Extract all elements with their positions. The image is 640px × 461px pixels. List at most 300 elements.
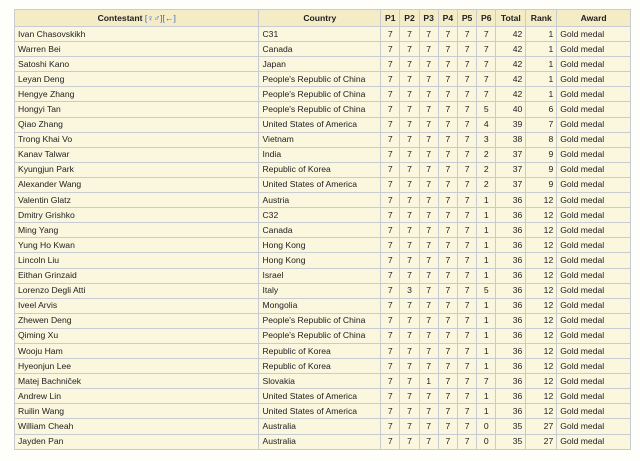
country-cell: Hong Kong — [259, 253, 381, 268]
p6-score-cell: 2 — [477, 177, 496, 192]
award-cell: Gold medal — [557, 147, 631, 162]
rank-cell: 9 — [526, 147, 557, 162]
total-cell: 42 — [496, 72, 526, 87]
country-cell: C31 — [259, 27, 381, 42]
contestant-cell: Andrew Lin — [15, 389, 259, 404]
p3-score-cell: 7 — [419, 208, 438, 223]
p2-score-cell: 7 — [400, 238, 419, 253]
p2-score-cell: 7 — [400, 268, 419, 283]
contestant-cell: Wooju Ham — [15, 343, 259, 358]
country-cell: Japan — [259, 57, 381, 72]
total-cell: 36 — [496, 268, 526, 283]
p2-score-cell: 3 — [400, 283, 419, 298]
award-cell: Gold medal — [557, 72, 631, 87]
table-row — [15, 389, 631, 404]
rank-cell: 12 — [526, 268, 557, 283]
table-row — [15, 404, 631, 419]
country-cell: United States of America — [259, 389, 381, 404]
p2-score-cell: 7 — [400, 87, 419, 102]
p1-score-cell: 7 — [381, 223, 400, 238]
p4-score-cell: 7 — [438, 343, 457, 358]
header-contestant[interactable]: Contestant [♀♂][←] — [15, 10, 259, 27]
p4-score-cell: 7 — [438, 238, 457, 253]
p1-score-cell: 7 — [381, 87, 400, 102]
country-cell: Australia — [259, 419, 381, 434]
p3-score-cell: 7 — [419, 147, 438, 162]
p2-score-cell: 7 — [400, 298, 419, 313]
p6-score-cell: 1 — [477, 343, 496, 358]
p2-score-cell: 7 — [400, 27, 419, 42]
p3-score-cell: 7 — [419, 313, 438, 328]
p3-score-cell: 7 — [419, 434, 438, 449]
table-row — [15, 298, 631, 313]
p3-score-cell: 7 — [419, 102, 438, 117]
p1-score-cell: 7 — [381, 238, 400, 253]
p2-score-cell: 7 — [400, 328, 419, 343]
p6-score-cell: 5 — [477, 283, 496, 298]
p4-score-cell: 7 — [438, 359, 457, 374]
award-cell: Gold medal — [557, 253, 631, 268]
award-cell: Gold medal — [557, 27, 631, 42]
p6-score-cell: 7 — [477, 57, 496, 72]
total-cell: 36 — [496, 389, 526, 404]
header-total[interactable]: Total — [496, 10, 526, 27]
award-cell: Gold medal — [557, 177, 631, 192]
p1-score-cell: 7 — [381, 404, 400, 419]
p2-score-cell: 7 — [400, 72, 419, 87]
p6-score-cell: 7 — [477, 42, 496, 57]
p5-score-cell: 7 — [457, 72, 476, 87]
p2-score-cell: 7 — [400, 102, 419, 117]
table-row — [15, 374, 631, 389]
table-row — [15, 328, 631, 343]
p1-score-cell: 7 — [381, 102, 400, 117]
country-cell: Austria — [259, 193, 381, 208]
award-cell: Gold medal — [557, 298, 631, 313]
p4-score-cell: 7 — [438, 298, 457, 313]
award-cell: Gold medal — [557, 374, 631, 389]
country-cell: People's Republic of China — [259, 313, 381, 328]
p5-score-cell: 7 — [457, 87, 476, 102]
p2-score-cell: 7 — [400, 389, 419, 404]
p5-score-cell: 7 — [457, 42, 476, 57]
p3-score-cell: 7 — [419, 87, 438, 102]
award-cell: Gold medal — [557, 193, 631, 208]
total-cell: 37 — [496, 177, 526, 192]
p3-score-cell: 7 — [419, 419, 438, 434]
p5-score-cell: 7 — [457, 223, 476, 238]
p1-score-cell: 7 — [381, 298, 400, 313]
p2-score-cell: 7 — [400, 223, 419, 238]
p3-score-cell: 1 — [419, 374, 438, 389]
country-cell: Republic of Korea — [259, 162, 381, 177]
country-cell: Hong Kong — [259, 238, 381, 253]
rank-cell: 12 — [526, 298, 557, 313]
p5-score-cell: 7 — [457, 298, 476, 313]
total-cell: 37 — [496, 147, 526, 162]
p5-score-cell: 7 — [457, 132, 476, 147]
country-cell: United States of America — [259, 117, 381, 132]
table-row — [15, 419, 631, 434]
p6-score-cell: 7 — [477, 87, 496, 102]
results-table — [14, 9, 631, 450]
p2-score-cell: 7 — [400, 132, 419, 147]
p4-score-cell: 7 — [438, 117, 457, 132]
header-p3[interactable]: P3 — [419, 10, 438, 27]
p3-score-cell: 7 — [419, 283, 438, 298]
header-rank[interactable]: Rank — [526, 10, 557, 27]
p5-score-cell: 7 — [457, 404, 476, 419]
p4-score-cell: 7 — [438, 87, 457, 102]
p6-score-cell: 1 — [477, 193, 496, 208]
contestant-cell: Satoshi Kano — [15, 57, 259, 72]
rank-cell: 12 — [526, 404, 557, 419]
p5-score-cell: 7 — [457, 117, 476, 132]
p6-score-cell: 1 — [477, 253, 496, 268]
award-cell: Gold medal — [557, 283, 631, 298]
total-cell: 36 — [496, 298, 526, 313]
country-cell: Canada — [259, 42, 381, 57]
p1-score-cell: 7 — [381, 268, 400, 283]
contestant-cell: Leyan Deng — [15, 72, 259, 87]
p3-score-cell: 7 — [419, 343, 438, 358]
p5-score-cell: 7 — [457, 328, 476, 343]
total-cell: 36 — [496, 343, 526, 358]
country-cell: Italy — [259, 283, 381, 298]
p1-score-cell: 7 — [381, 132, 400, 147]
p4-score-cell: 7 — [438, 253, 457, 268]
contestant-cell: Warren Bei — [15, 42, 259, 57]
header-p2[interactable]: P2 — [400, 10, 419, 27]
p6-score-cell: 5 — [477, 102, 496, 117]
table-row — [15, 132, 631, 147]
p3-score-cell: 7 — [419, 223, 438, 238]
p6-score-cell: 4 — [477, 117, 496, 132]
p5-score-cell: 7 — [457, 359, 476, 374]
rank-cell: 12 — [526, 359, 557, 374]
p3-score-cell: 7 — [419, 268, 438, 283]
p1-score-cell: 7 — [381, 117, 400, 132]
contestant-cell: Hengye Zhang — [15, 87, 259, 102]
p5-score-cell: 7 — [457, 208, 476, 223]
p1-score-cell: 7 — [381, 328, 400, 343]
country-cell: Republic of Korea — [259, 359, 381, 374]
p5-score-cell: 7 — [457, 57, 476, 72]
p6-score-cell: 3 — [477, 132, 496, 147]
country-cell: Israel — [259, 268, 381, 283]
p6-score-cell: 2 — [477, 147, 496, 162]
contestant-cell: Eithan Grinzaid — [15, 268, 259, 283]
contestant-cell: Kanav Talwar — [15, 147, 259, 162]
p5-score-cell: 7 — [457, 434, 476, 449]
p1-score-cell: 7 — [381, 42, 400, 57]
table-row — [15, 268, 631, 283]
award-cell: Gold medal — [557, 208, 631, 223]
p1-score-cell: 7 — [381, 57, 400, 72]
rank-cell: 1 — [526, 27, 557, 42]
p4-score-cell: 7 — [438, 42, 457, 57]
award-cell: Gold medal — [557, 42, 631, 57]
header-country[interactable]: Country — [259, 10, 381, 27]
p6-score-cell: 0 — [477, 419, 496, 434]
p4-score-cell: 7 — [438, 389, 457, 404]
country-cell: People's Republic of China — [259, 72, 381, 87]
rank-cell: 8 — [526, 132, 557, 147]
table-row — [15, 313, 631, 328]
sort-toggle[interactable]: [♀♂][←] — [144, 12, 176, 23]
p3-score-cell: 7 — [419, 117, 438, 132]
p6-score-cell: 1 — [477, 208, 496, 223]
table-row — [15, 147, 631, 162]
rank-cell: 12 — [526, 328, 557, 343]
total-cell: 39 — [496, 117, 526, 132]
p3-score-cell: 7 — [419, 72, 438, 87]
p2-score-cell: 7 — [400, 208, 419, 223]
total-cell: 40 — [496, 102, 526, 117]
table-row — [15, 193, 631, 208]
total-cell: 36 — [496, 374, 526, 389]
p3-score-cell: 7 — [419, 193, 438, 208]
p4-score-cell: 7 — [438, 102, 457, 117]
rank-cell: 12 — [526, 313, 557, 328]
rank-cell: 12 — [526, 374, 557, 389]
table-row — [15, 238, 631, 253]
p5-score-cell: 7 — [457, 147, 476, 162]
p6-score-cell: 7 — [477, 72, 496, 87]
contestant-cell: Hyeonjun Lee — [15, 359, 259, 374]
p4-score-cell: 7 — [438, 419, 457, 434]
award-cell: Gold medal — [557, 102, 631, 117]
p4-score-cell: 7 — [438, 268, 457, 283]
contestant-cell: William Cheah — [15, 419, 259, 434]
rank-cell: 12 — [526, 223, 557, 238]
total-cell: 36 — [496, 208, 526, 223]
p6-score-cell: 7 — [477, 374, 496, 389]
table-row — [15, 27, 631, 42]
p1-score-cell: 7 — [381, 253, 400, 268]
p4-score-cell: 7 — [438, 27, 457, 42]
p3-score-cell: 7 — [419, 328, 438, 343]
p3-score-cell: 7 — [419, 359, 438, 374]
p2-score-cell: 7 — [400, 253, 419, 268]
p1-score-cell: 7 — [381, 147, 400, 162]
p6-score-cell: 1 — [477, 223, 496, 238]
p3-score-cell: 7 — [419, 57, 438, 72]
table-row — [15, 343, 631, 358]
p6-score-cell: 0 — [477, 434, 496, 449]
table-row — [15, 434, 631, 449]
p4-score-cell: 7 — [438, 177, 457, 192]
p6-score-cell: 1 — [477, 389, 496, 404]
p5-score-cell: 7 — [457, 268, 476, 283]
country-cell: United States of America — [259, 177, 381, 192]
header-row — [15, 10, 631, 27]
header-p4[interactable]: P4 — [438, 10, 457, 27]
table-row — [15, 117, 631, 132]
contestant-cell: Zhewen Deng — [15, 313, 259, 328]
table-row — [15, 72, 631, 87]
rank-cell: 1 — [526, 87, 557, 102]
contestant-cell: Kyungjun Park — [15, 162, 259, 177]
header-p5[interactable]: P5 — [457, 10, 476, 27]
p5-score-cell: 7 — [457, 253, 476, 268]
p4-score-cell: 7 — [438, 132, 457, 147]
p5-score-cell: 7 — [457, 343, 476, 358]
rank-cell: 9 — [526, 162, 557, 177]
header-p1[interactable]: P1 — [381, 10, 400, 27]
p2-score-cell: 7 — [400, 434, 419, 449]
p2-score-cell: 7 — [400, 404, 419, 419]
p1-score-cell: 7 — [381, 374, 400, 389]
p1-score-cell: 7 — [381, 283, 400, 298]
award-cell: Gold medal — [557, 87, 631, 102]
country-cell: Republic of Korea — [259, 343, 381, 358]
country-cell: Canada — [259, 223, 381, 238]
award-cell: Gold medal — [557, 117, 631, 132]
rank-cell: 12 — [526, 389, 557, 404]
p6-score-cell: 1 — [477, 298, 496, 313]
p5-score-cell: 7 — [457, 238, 476, 253]
table-row — [15, 359, 631, 374]
p1-score-cell: 7 — [381, 177, 400, 192]
p1-score-cell: 7 — [381, 434, 400, 449]
p3-score-cell: 7 — [419, 162, 438, 177]
p5-score-cell: 7 — [457, 389, 476, 404]
total-cell: 42 — [496, 42, 526, 57]
country-cell: People's Republic of China — [259, 87, 381, 102]
award-cell: Gold medal — [557, 132, 631, 147]
p5-score-cell: 7 — [457, 313, 476, 328]
p6-score-cell: 1 — [477, 238, 496, 253]
rank-cell: 12 — [526, 253, 557, 268]
p3-score-cell: 7 — [419, 177, 438, 192]
p1-score-cell: 7 — [381, 208, 400, 223]
total-cell: 36 — [496, 404, 526, 419]
total-cell: 36 — [496, 193, 526, 208]
award-cell: Gold medal — [557, 389, 631, 404]
header-p6[interactable]: P6 — [477, 10, 496, 27]
p3-score-cell: 7 — [419, 389, 438, 404]
table-row — [15, 102, 631, 117]
p4-score-cell: 7 — [438, 193, 457, 208]
total-cell: 42 — [496, 57, 526, 72]
contestant-cell: Dmitry Grishko — [15, 208, 259, 223]
p3-score-cell: 7 — [419, 404, 438, 419]
p2-score-cell: 7 — [400, 193, 419, 208]
table-row — [15, 253, 631, 268]
country-cell: India — [259, 147, 381, 162]
rank-cell: 12 — [526, 343, 557, 358]
award-cell: Gold medal — [557, 434, 631, 449]
award-cell: Gold medal — [557, 419, 631, 434]
contestant-cell: Iveel Arvis — [15, 298, 259, 313]
rank-cell: 12 — [526, 283, 557, 298]
contestant-cell: Valentin Glatz — [15, 193, 259, 208]
total-cell: 36 — [496, 223, 526, 238]
contestant-cell: Ming Yang — [15, 223, 259, 238]
p5-score-cell: 7 — [457, 283, 476, 298]
p4-score-cell: 7 — [438, 374, 457, 389]
p1-score-cell: 7 — [381, 27, 400, 42]
contestant-cell: Lorenzo Degli Atti — [15, 283, 259, 298]
p1-score-cell: 7 — [381, 193, 400, 208]
contestant-cell: Qiao Zhang — [15, 117, 259, 132]
p6-score-cell: 1 — [477, 268, 496, 283]
country-cell: C32 — [259, 208, 381, 223]
p5-score-cell: 7 — [457, 102, 476, 117]
country-cell: United States of America — [259, 404, 381, 419]
country-cell: People's Republic of China — [259, 102, 381, 117]
p2-score-cell: 7 — [400, 42, 419, 57]
p5-score-cell: 7 — [457, 27, 476, 42]
total-cell: 36 — [496, 238, 526, 253]
country-cell: Mongolia — [259, 298, 381, 313]
p1-score-cell: 7 — [381, 72, 400, 87]
header-award[interactable]: Award — [557, 10, 631, 27]
table-row — [15, 223, 631, 238]
p6-score-cell: 2 — [477, 162, 496, 177]
bottom-fade — [0, 452, 640, 461]
contestant-cell: Jayden Pan — [15, 434, 259, 449]
p2-score-cell: 7 — [400, 147, 419, 162]
contestant-cell: Ivan Chasovskikh — [15, 27, 259, 42]
p4-score-cell: 7 — [438, 208, 457, 223]
award-cell: Gold medal — [557, 313, 631, 328]
award-cell: Gold medal — [557, 268, 631, 283]
table-row — [15, 177, 631, 192]
p1-score-cell: 7 — [381, 313, 400, 328]
total-cell: 36 — [496, 253, 526, 268]
contestant-cell: Yung Ho Kwan — [15, 238, 259, 253]
award-cell: Gold medal — [557, 223, 631, 238]
p5-score-cell: 7 — [457, 177, 476, 192]
rank-cell: 27 — [526, 434, 557, 449]
p2-score-cell: 7 — [400, 313, 419, 328]
p6-score-cell: 1 — [477, 359, 496, 374]
total-cell: 36 — [496, 283, 526, 298]
award-cell: Gold medal — [557, 238, 631, 253]
total-cell: 42 — [496, 87, 526, 102]
p3-score-cell: 7 — [419, 132, 438, 147]
contestant-cell: Hongyi Tan — [15, 102, 259, 117]
total-cell: 42 — [496, 27, 526, 42]
p3-score-cell: 7 — [419, 27, 438, 42]
country-cell: Vietnam — [259, 132, 381, 147]
p1-score-cell: 7 — [381, 343, 400, 358]
p2-score-cell: 7 — [400, 177, 419, 192]
total-cell: 37 — [496, 162, 526, 177]
rank-cell: 1 — [526, 57, 557, 72]
award-cell: Gold medal — [557, 359, 631, 374]
contestant-cell: Lincoln Liu — [15, 253, 259, 268]
p4-score-cell: 7 — [438, 72, 457, 87]
rank-cell: 1 — [526, 72, 557, 87]
p2-score-cell: 7 — [400, 419, 419, 434]
rank-cell: 12 — [526, 193, 557, 208]
p2-score-cell: 7 — [400, 117, 419, 132]
rank-cell: 6 — [526, 102, 557, 117]
table-row — [15, 208, 631, 223]
p3-score-cell: 7 — [419, 42, 438, 57]
award-cell: Gold medal — [557, 162, 631, 177]
p2-score-cell: 7 — [400, 374, 419, 389]
total-cell: 36 — [496, 359, 526, 374]
p5-score-cell: 7 — [457, 374, 476, 389]
country-cell: Australia — [259, 434, 381, 449]
p6-score-cell: 1 — [477, 404, 496, 419]
table-row — [15, 283, 631, 298]
award-cell: Gold medal — [557, 404, 631, 419]
